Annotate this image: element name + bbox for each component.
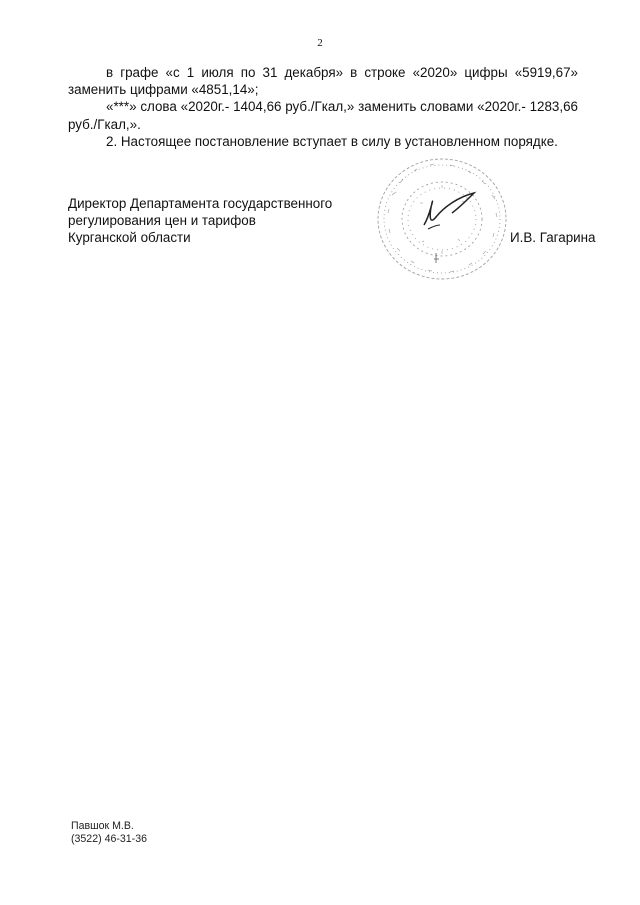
paragraph-1: в графе «с 1 июля по 31 декабря» в строке «2020» цифры «5919,67» заменить цифрами «4851,14»; (68, 65, 578, 98)
seal-icon (372, 155, 512, 285)
signatory-title-line-2: регулирования цен и тарифов (68, 213, 256, 229)
signatory-title-line-1: Директор Департамента государственного (68, 196, 333, 211)
page-number: 2 (317, 37, 323, 49)
signatory-title-line-3: Курганской области (68, 230, 191, 246)
signatory-title (68, 195, 408, 247)
document-footer (71, 820, 147, 847)
paragraph-2: «***» слова «2020г.- 1404,66 руб./Гкал,» заменить словами «2020г.- 1283,66 руб./Гкал,». (68, 99, 578, 132)
signatory-name: И.В. Гагарина (510, 230, 596, 245)
official-seal-with-signature (372, 155, 512, 285)
footer-phone: (3522) 46-31-36 (71, 833, 147, 846)
paragraph-3: 2. Настоящее постановление вступает в силу в установленном порядке. (106, 133, 558, 149)
document-body (68, 64, 578, 150)
footer-author: Павшок М.В. (71, 820, 134, 832)
